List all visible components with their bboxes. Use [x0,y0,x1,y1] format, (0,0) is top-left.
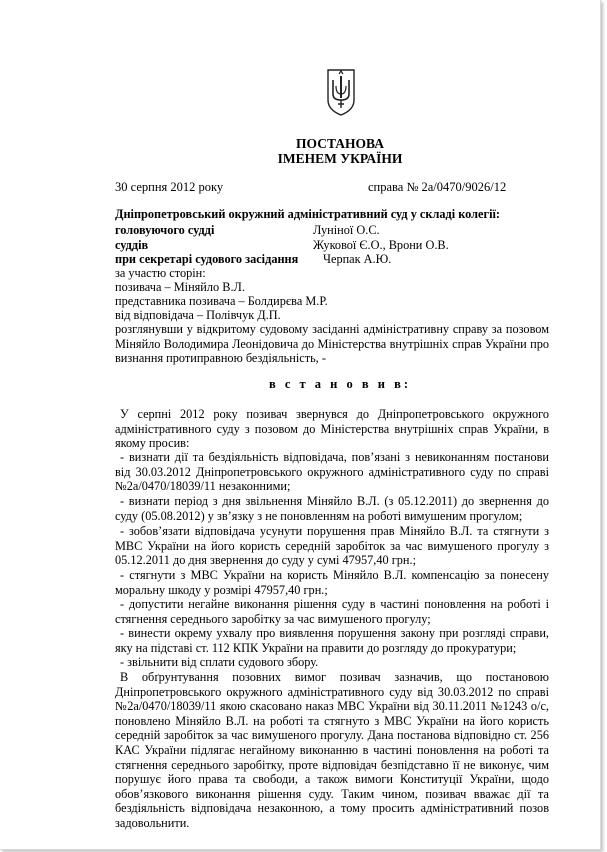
defendant-line: від відповідача – Полівчук Д.П. [115,308,281,322]
secretary-value: Черпак А.Ю. [323,252,392,266]
claim-item-1: - визнати дії та бездіяльність відповідача, пов’язані з невиконанням постанови від 30.03.2012 Дніпропетровського окружного адміністративного суду по справі №2а/0470/18039/11 незаконними; [115,450,549,494]
parties-intro: за участю сторін: [115,266,206,280]
claim-item-6: - винести окрему ухвалу про виявлення порушення закону при розгляді справи, яку на підставі ст. 112 КПК України на правити до розгляду до прокуратури; [115,626,549,655]
court-name: Дніпропетровський окружний адміністративний суд у складі колегії: [115,207,501,221]
decision-date: 30 серпня 2012 року [115,180,224,194]
secretary-label: при секретарі судового засідання [115,252,299,266]
claim-item-2: - визнати період з дня звільнення Міняйло В.Л. (з 05.12.2011) до звернення до суду (05.08.2012) у зв’язку з не поновленням на роботі вимушеним прогулом; [115,494,549,523]
secretary-row [115,252,392,267]
considered-paragraph: розглянувши у відкритому судовому засіданні адміністративну справу за позовом Міняйло Володимира Леонідовича до Міністерства внутрішніх справ України про визнання протиправною бездіяльність, - [115,322,549,366]
claim-item-3: - зобов’язати відповідача усунути порушення прав Міняйло В.Л. та стягнути з МВС України на його користь середній заробіток за час вимушеного прогулу з 05.12.2011 до дня звернення до суду у сумі 47957,40 грн.; [115,524,549,568]
trident-coat-of-arms-icon [326,68,356,116]
claim-item-5: - допустити негайне виконання рішення суду в частині поновлення на роботі і стягнення середнього заробітку за час вимушеного прогулу; [115,597,549,626]
established-heading: в с т а н о в и в: [268,377,411,391]
paragraph-2: В обґрунтування позовних вимог позивач зазначив, що постановою Дніпропетровського окружного адміністративного суду від 30.03.2012 по справі №2а/0470/18039/11 якою скасовано наказ МВС України від 30.11.2011 №1243 о/с, поновлено Міняйло В.Л. на роботі та стягнуто з МВС України на його користь середній заробіток за час вимушеного прогулу. Дана постанова відповідно ст. 256 КАС України підлягає негайному виконанню в частині поновлення на роботі та стягнення середнього заробітку, проте відповідач безпідставно її не виконує, чим порушує його права та свободи, а також вимоги Конституції України, щодо обов’язкового виконання рішення суду. Таким чином, позивач вважає дії та бездіяльність відповідача незаконною, а тому просить адміністративний позов задовольнити. [115,670,549,830]
case-number: справа № 2а/0470/9026/12 [368,180,507,194]
paragraph-1: У серпні 2012 року позивач звернувся до Дніпропетровського окружного адміністративного суду з позовом до Міністерства внутрішніх справ України, в якому просив: [115,407,549,451]
judges-label: суддів [115,238,149,252]
date-case-line [115,180,505,195]
document-subtitle: ІМЕНЕМ УКРАЇНИ [277,151,403,166]
presiding-value: Луніної О.С. [313,223,380,237]
representative-line: представника позивача – Болдирєва М.Р. [115,294,328,308]
document-title: ПОСТАНОВА [296,136,384,151]
presiding-label: головуючого судді [115,223,215,237]
presiding-judge-row [115,223,380,238]
judges-value: Жукової Є.О., Врони О.В. [313,238,449,252]
claim-item-7: - звільнити від сплати судового збору. [120,655,319,669]
claim-item-4: - стягнути з МВС України на користь Міняйло В.Л. компенсацію за понесену моральну шкоду у розмірі 47957,40 грн.; [115,568,549,597]
plaintiff-line: позивача – Міняйло В.Л. [115,280,245,294]
judges-row [115,238,449,253]
